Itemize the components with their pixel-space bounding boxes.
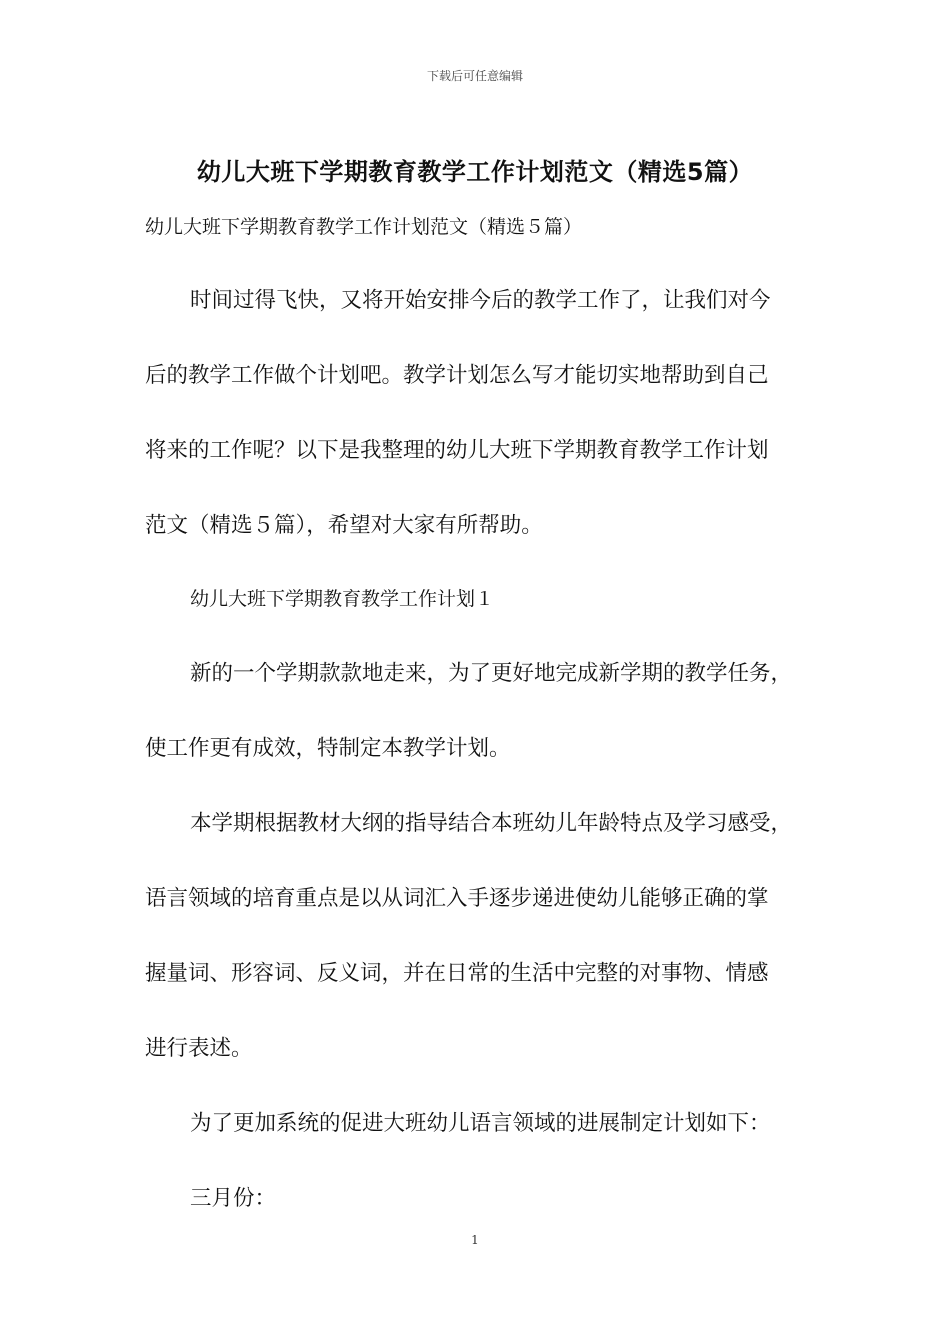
paragraph-line: 使工作更有成效，特制定本教学计划。 bbox=[145, 736, 511, 761]
paragraph-line: 为了更加系统的促进大班幼儿语言领域的进展制定计划如下： bbox=[190, 1111, 771, 1136]
paragraph-line: 新的一个学期款款地走来，为了更好地完成新学期的教学任务， bbox=[190, 661, 793, 686]
page-number: 1 bbox=[471, 1233, 479, 1247]
document-subtitle: 幼儿大班下学期教育教学工作计划范文（精选５篇） bbox=[145, 216, 583, 238]
page-header: 下载后可任意编辑 bbox=[426, 69, 523, 83]
document-title: 幼儿大班下学期教育教学工作计划范文（精选5篇） bbox=[196, 158, 754, 186]
paragraph-line: 将来的工作呢？以下是我整理的幼儿大班下学期教育教学工作计划 bbox=[145, 438, 769, 463]
paragraph-line: 语言领域的培育重点是以从词汇入手逐步递进使幼儿能够正确的掌 bbox=[145, 886, 769, 911]
paragraph-line: 本学期根据教材大纲的指导结合本班幼儿年龄特点及学习感受， bbox=[190, 811, 793, 836]
paragraph-line: 握量词、形容词、反义词，并在日常的生活中完整的对事物、情感 bbox=[145, 961, 769, 986]
paragraph-line: 三月份： bbox=[190, 1186, 277, 1211]
paragraph-line: 后的教学工作做个计划吧。教学计划怎么写才能切实地帮助到自己 bbox=[145, 363, 769, 388]
paragraph-line: 时间过得飞快，又将开始安排今后的教学工作了，让我们对今 bbox=[190, 288, 771, 313]
section-heading: 幼儿大班下学期教育教学工作计划１ bbox=[190, 588, 495, 610]
paragraph-line: 范文（精选５篇），希望对大家有所帮助。 bbox=[145, 513, 543, 538]
paragraph-line: 进行表述。 bbox=[145, 1036, 253, 1061]
